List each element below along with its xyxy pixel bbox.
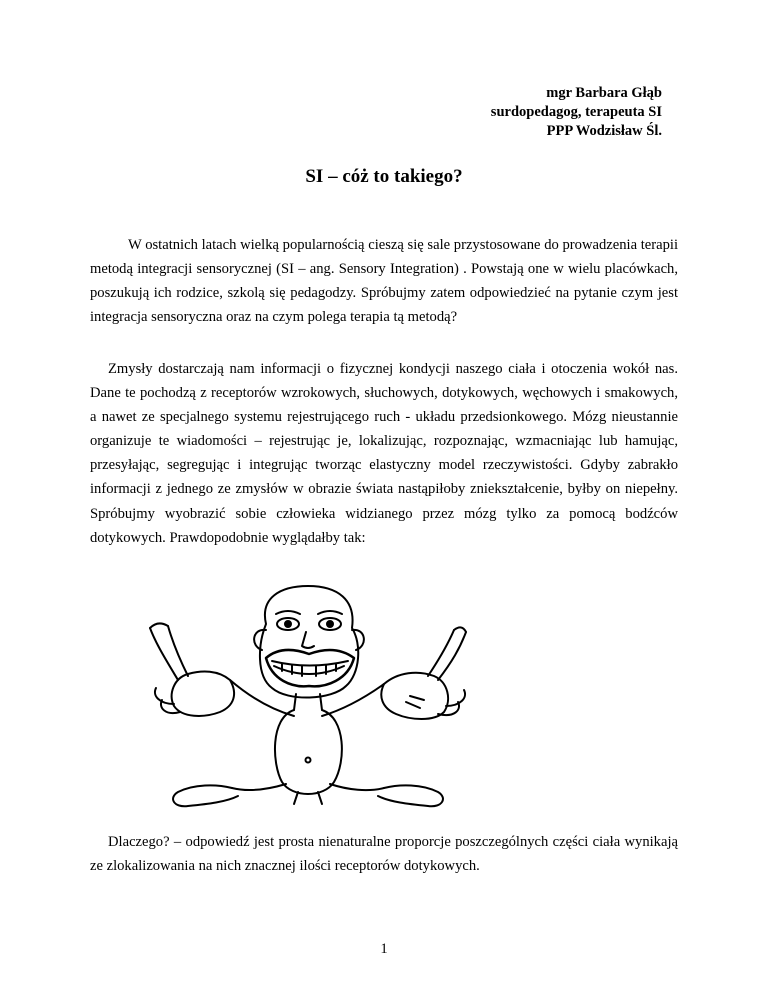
author-name: mgr Barbara Głąb xyxy=(546,85,662,101)
paragraph-explanation: Dlaczego? – odpowiedź jest prosta nienaturalne proporcje poszczególnych części ciała wynikają ze zlokalizowania na nich znacznej ilości receptorów dotykowych. xyxy=(90,834,678,875)
author-header xyxy=(491,84,662,141)
paragraph-senses: Zmysły dostarczają nam informacji o fizycznej kondycji naszego ciała i otoczenia wokół nas. Dane te pochodzą z receptorów wzrokowych, słuchowych, dotykowych, węchowych i smakowych, a nawet ze specjalnego systemu rejestrującego ruch - układu przedsionkowego. Mózg nieustannie organizuje te wiadomości – rejestrując je, lokalizując, rozpoznając, wzmacniając lub hamując, przesyłając, segregując i integrując tworząc elastyczny model rzeczywistości. Gdyby zabrakło informacji z jednego ze zmysłów w obrazie świata nastąpiłoby zniekształcenie, byłby on niepełny. Spróbujmy wyobrazić sobie człowieka widzianego przez mózg tylko za pomocą bodźców dotykowych. Prawdopodobnie wyglądałby tak: xyxy=(90,361,678,546)
page-number: 1 xyxy=(380,941,388,957)
author-institution: PPP Wodzisław Śl. xyxy=(546,123,662,139)
paragraph-intro: W ostatnich latach wielką popularnością cieszą się sale przystosowane do prowadzenia terapii metodą integracji sensorycznej (SI – ang. Sensory Integration) . Powstają one w wielu placówkach, poszukują ich rodzice, szkolą się pedagodzy. Spróbujmy zatem odpowiedzieć na pytanie czym jest integracja sensoryczna oraz na czym polega terapia tą metodą? xyxy=(90,237,678,326)
page-title: SI – cóż to takiego? xyxy=(305,166,463,187)
author-role: surdopedagog, terapeuta SI xyxy=(490,104,662,120)
sensory-homunculus-icon xyxy=(148,584,474,810)
